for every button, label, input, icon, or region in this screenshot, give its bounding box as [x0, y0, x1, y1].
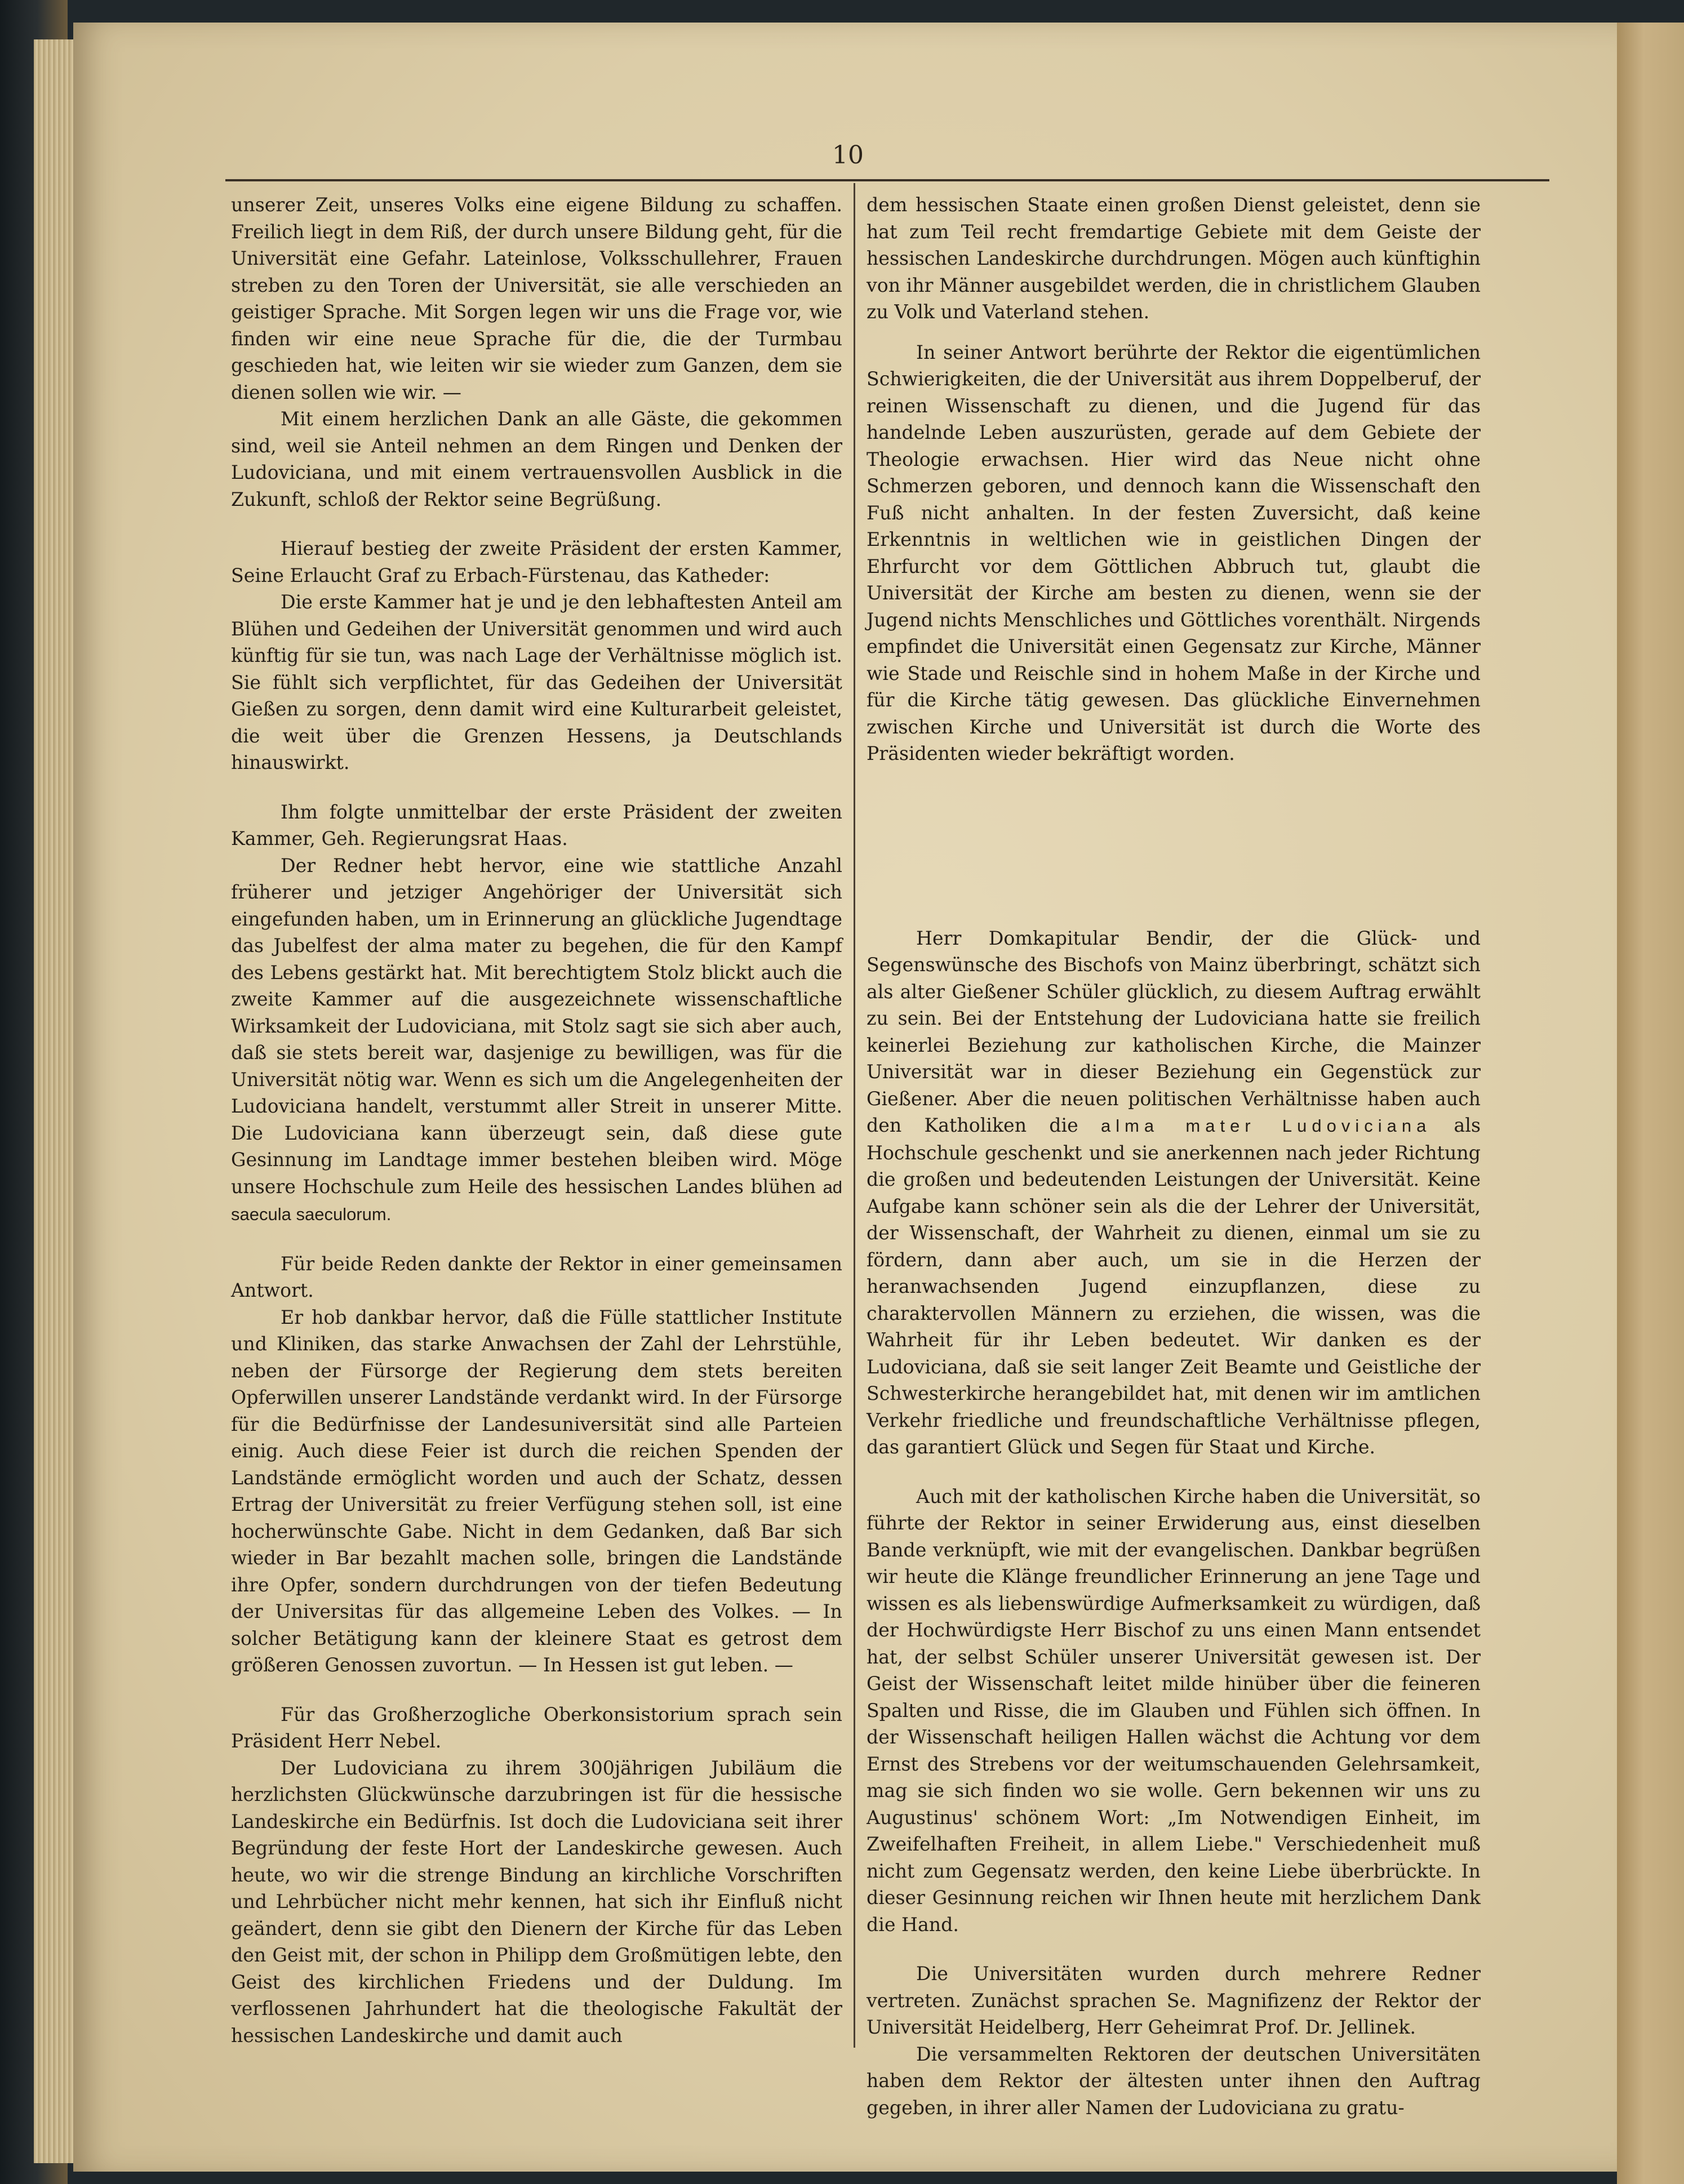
paragraph: Für beide Reden dankte der Rektor in einer gemeinsamen Antwort. — [231, 1252, 842, 1301]
paragraph: Auch mit der katholischen Kirche haben die Universität, so führte der Rektor in seiner Erwiderung aus, einst dieselben Bande verknüpft, wie mit der evangelischen. Dankbar begrüßen wir heute die Klänge freundlicher Erinnerung an jene Tage und wissen es als liebenswürdige Aufmerksamkeit zu würdigen, daß der Hochwürdigste Herr Bischof zu uns einen Mann entsendet hat, der selbst Schüler unserer Universität gewesen ist. Der Geist der Wissenschaft leitet milde hinüber über die feineren Spalten und Risse, die im Glauben und Fühlen sich öffnen. In der Wissenschaft heiligen Hallen wächst die Achtung vor dem Ernst des Strebens vor der weitumschauenden Gelehrsamkeit, mag sie sich finden wo sie wolle. Gern bekennen wir uns zu Augustinus' schönem Wort: „Im Notwendigen Einheit, im Zweifelhaften Freiheit, in allem Liebe." Verschiedenheit muß nicht zum Gegensatz werden, den keine Liebe überbrückte. In dieser Gesinnung reichen wir Ihnen heute mit herzlichem Dank die Hand. — [867, 1485, 1481, 1936]
paragraph: Mit einem herzlichen Dank an alle Gäste, die gekommen sind, weil sie Anteil nehmen an dem Ringen und Denken der Ludoviciana, und mit einem vertrauensvollen Ausblick in die Zukunft, schloß der Rektor seine Begrüßung. — [231, 408, 842, 510]
left-column — [231, 192, 842, 2049]
paragraph: Für das Großherzogliche Oberkonsistorium sprach sein Präsident Herr Nebel. — [231, 1703, 842, 1752]
right-column — [867, 192, 1481, 2121]
paragraph: unserer Zeit, unseres Volks eine eigene Bildung zu schaffen. Freilich liegt in dem Riß, der durch unsere Bildung geht, für die Universität eine Gefahr. Lateinlose, Volksschullehrer, Frauen streben zu den Toren der Universität, sie alle verschieden an geistiger Sprache. Mit Sorgen legen wir uns die Frage vor, wie finden wir eine neue Sprache für die, die der Turmbau geschieden hat, wie leiten wir sie wieder zum Ganzen, dem sie dienen sollen wie wir. — — [231, 194, 842, 403]
facing-page-edge — [1617, 23, 1684, 2184]
column-divider — [854, 183, 855, 2048]
paragraph — [231, 852, 842, 1228]
paragraph: In seiner Antwort berührte der Rektor die eigentümlichen Schwierigkeiten, die der Universität aus ihrem Doppelberuf, der reinen Wissenschaft zu dienen, und die Jugend für das handelnde Leben auszurüsten, gerade auf dem Gebiete der Theologie erwachsen. Hier wird das Neue nicht ohne Schmerzen geboren, und dennoch kann die Wissenschaft den Fuß nicht anhalten. In der festen Zuversicht, daß keine Erkenntnis in weltlichen wie in geistlichen Dingen der Ehrfurcht vor dem Göttlichen Abbruch tut, glaubt die Universität der Kirche am besten zu dienen, wenn sie der Jugend nichts Menschliches und Göttliches vorenthält. Nirgends empfindet die Universität einen Gegensatz zur Kirche, Männer wie Stade und Reischle sind in hohem Maße in der Kirche und für die Kirche tätig gewesen. Das glückliche Einvernehmen zwischen Kirche und Universität ist durch die Worte des Präsidenten wieder bekräftigt worden. — [867, 341, 1481, 764]
paragraph: Der Ludoviciana zu ihrem 300jährigen Jubiläum die herzlichsten Glückwünsche darzubringen ist für die hessische Landeskirche ein Bedürfnis. Ist doch die Ludoviciana seit ihrer Begründung der feste Hort der Landeskirche gewesen. Auch heute, wo wir die strenge Bindung an kirchliche Vorschriften und Lehrbücher nicht mehr kennen, hat sich ihr Einfluß nicht geändert, denn sie gibt den Dienern der Kirche für das Leben den Geist mit, der schon in Philipp dem Großmütigen lebte, den Geist des kirchlichen Friedens und der Duldung. Im verflossenen Jahrhundert hat die theologische Fakultät der hessischen Landeskirche und damit auch — [231, 1756, 842, 2047]
page-number: 10 — [832, 141, 864, 170]
latin-phrase: ad saecula saeculorum. — [231, 1177, 842, 1224]
paragraph: Ihm folgte unmittelbar der erste Präsident der zweiten Kammer, Geh. Regierungsrat Haas. — [231, 800, 842, 849]
paragraph: dem hessischen Staate einen großen Dienst geleistet, denn sie hat zum Teil recht fremdartige Gebiete mit dem Geiste der hessischen Landeskirche durchdrungen. Mögen auch künftighin von ihr Männer ausgebildet werden, die in christlichem Glauben zu Volk und Vaterland stehen. — [867, 194, 1481, 323]
paragraph: Hierauf bestieg der zweite Präsident der ersten Kammer, Seine Erlaucht Graf zu Erbach-Fürstenau, das Katheder: — [231, 537, 842, 586]
latin-phrase: alma mater Ludoviciana — [1100, 1116, 1432, 1136]
text-run: Herr Domkapitular Bendir, der die Glück- und Segenswünsche des Bischofs von Mainz überbringt, schätzt sich als alter Gießener Schüler glücklich, zu diesem Auftrag erwählt zu sein. Bei der Entstehung der Ludoviciana hatte sie freilich keinerlei Beziehung zur katholischen Kirche, die Mainzer Universität war in dieser Beziehung ein Gegenstück zur Gießener. Aber die neuen politischen Verhältnisse haben auch den Katholiken die — [867, 927, 1481, 1136]
paragraph — [867, 925, 1481, 1461]
text-run: Der Redner hebt hervor, eine wie stattliche Anzahl früherer und jetziger Angehöriger der Universität sich eingefunden haben, um in Erinnerung an glückliche Jugendtage das Jubelfest der alma mater zu begehen, die für den Kampf des Lebens gestärkt hat. Mit berechtigtem Stolz blickt auch die zweite Kammer auf die ausgezeichnete wissenschaftliche Wirksamkeit der Ludoviciana, mit Stolz sagt sie sich aber auch, daß sie stets bereit war, dasjenige zu bewilligen, was für die Universität nötig war. Wenn es sich um die Angelegenheiten der Ludoviciana handelt, verstummt aller Streit in unserer Mitte. Die Ludoviciana kann überzeugt sein, daß diese gute Gesinnung im Landtage immer bestehen bleiben wird. Möge unsere Hochschule zum Heile des hessischen Landes blühen — [231, 854, 842, 1198]
paragraph: Die versammelten Rektoren der deutschen Universitäten haben dem Rektor der ältesten unter ihnen den Auftrag gegeben, in ihrer aller Namen der Ludoviciana zu gratu- — [867, 2043, 1481, 2119]
paragraph: Die Universitäten wurden durch mehrere Redner vertreten. Zunächst sprachen Se. Magnifizenz der Rektor der Universität Heidelberg, Herr Geheimrat Prof. Dr. Jellinek. — [867, 1963, 1481, 2038]
paragraph: Die erste Kammer hat je und je den lebhaftesten Anteil am Blühen und Gedeihen der Universität genommen und wird auch künftig für sie tun, was nach Lage der Verhältnisse möglich ist. Sie fühlt sich verpflichtet, für das Gedeihen der Universität Gießen zu sorgen, denn damit wird eine Kulturarbeit geleistet, die weit über die Grenzen Hessens, ja Deutschlands hinauswirkt. — [231, 591, 842, 773]
header-rule — [225, 179, 1549, 181]
paragraph: Er hob dankbar hervor, daß die Fülle stattlicher Institute und Kliniken, das starke Anwachsen der Zahl der Lehrstühle, neben der Fürsorge der Regierung dem stets bereiten Opferwillen unserer Landstände verdankt wird. In der Fürsorge für die Bedürfnisse der Landesuniversität sind alle Parteien einig. Auch diese Feier ist durch die reichen Spenden der Landstände ermöglicht worden und auch der Schatz, dessen Ertrag der Universität zu freier Verfügung stehen soll, ist eine hocherwünschte Gabe. Nicht in dem Gedanken, daß Bar sich wieder in Bar bezahlt machen solle, bringen die Landstände ihre Opfer, sondern durchdrungen von der tiefen Bedeutung der Universitas für das allgemeine Leben des Volkes. — In solcher Betätigung kann der kleinere Staat es getrost dem größeren Genossen zuvortun. — In Hessen ist gut leben. — — [231, 1306, 842, 1676]
text-run: als Hochschule geschenkt und sie anerkennen nach jeder Richtung die großen und bedeutenden Leistungen der Universität. Keine Aufgabe kann schöner sein als die der Lehrer der Universität, der Wissenschaft, der Wahrheit zu dienen, einmal um sie zu fördern, dann aber auch, um sie in die Herzen der heranwachsenden Jugend einzupflanzen, diese zu charaktervollen Männern zu erziehen, die wissen, was die Wahrheit für ihr Leben bedeutet. Wir danken es der Ludoviciana, daß sie seit langer Zeit Beamte und Geistliche der Schwesterkirche herangebildet hat, mit denen wir im amtlichen Verkehr friedliche und freundschaftliche Verhältnisse pflegen, das garantiert Glück und Segen für Staat und Kirche. — [867, 1114, 1481, 1458]
